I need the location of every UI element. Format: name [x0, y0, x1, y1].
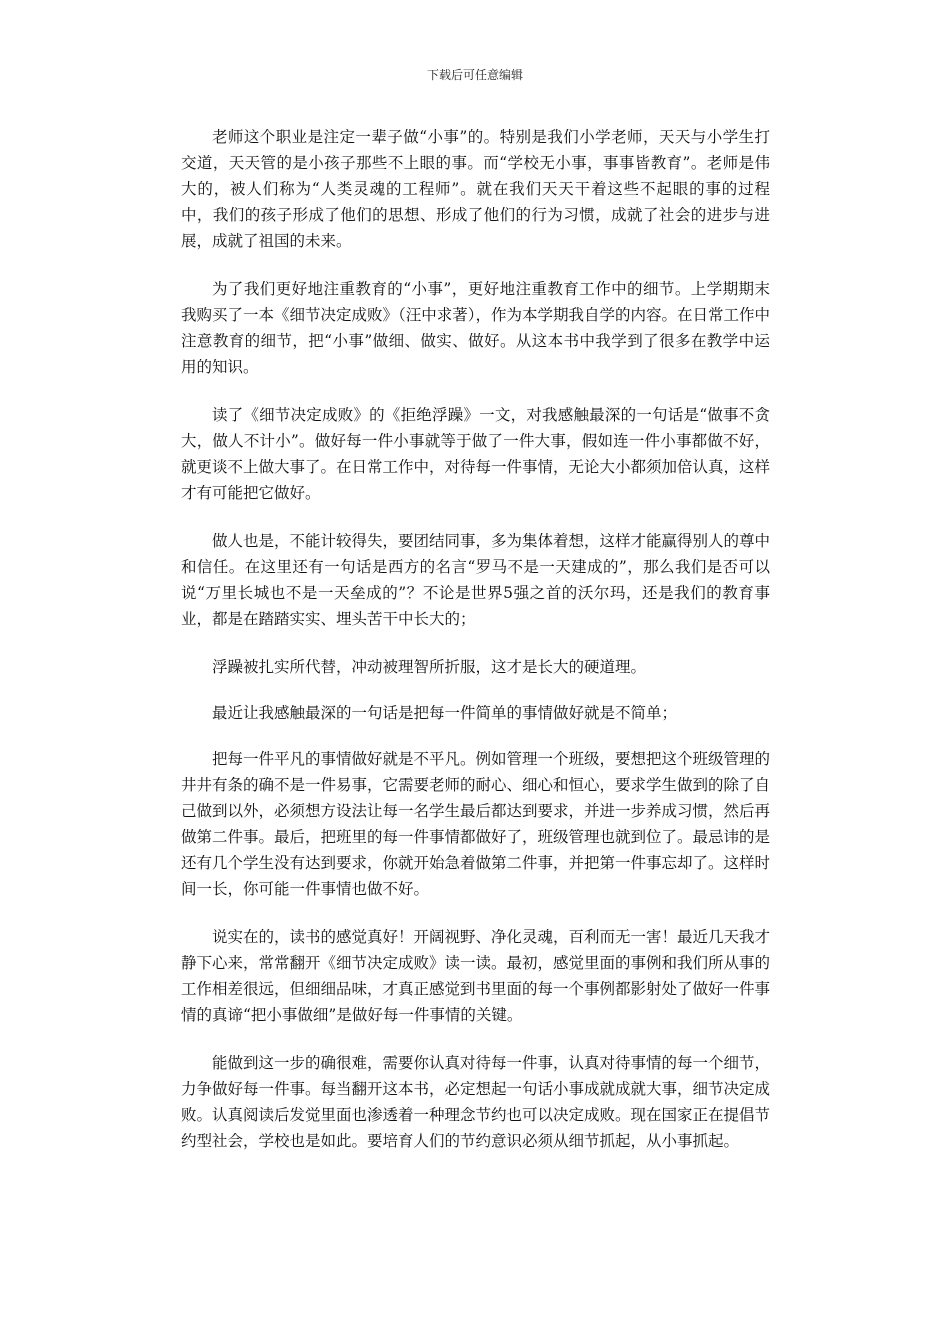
- paragraph-5: 浮躁被扎实所代替，冲动被理智所折服，这才是长大的硬道理。: [212, 658, 647, 676]
- paragraph-4: 做人也是，不能计较得失，要团结同事，多为集体着想，这样才能赢得别人的尊中和信任。在这里还有一句话是西方的名言“罗马不是一天建成的”，那么我们是否可以说“万里长城也不是一天垒成的”？不论是世界5强之首的沃尔玛，还是我们的教育事业，都是在踏踏实实、埋头苦干中长大的；: [181, 532, 771, 628]
- paragraph-8: 说实在的，读书的感觉真好！开阔视野、净化灵魂，百利而无一害！最近几天我才静下心来，常常翻开《细节决定成败》读一读。最初，感觉里面的事例和我们所从事的工作相差很远，但细细品味，才真正感觉到书里面的每一个事例都影射处了做好一件事情的真谛“把小事做细”是做好每一件事情的关键。: [181, 928, 771, 1024]
- paragraph-3: 读了《细节决定成败》的《拒绝浮躁》一文，对我感触最深的一句话是“做事不贪大，做人不计小”。做好每一件小事就等于做了一件大事，假如连一件小事都做不好，就更谈不上做大事了。在日常工作中，对待每一件事情，无论大小都须加倍认真，这样才有可能把它做好。: [181, 406, 771, 502]
- paragraph-6: 最近让我感触最深的一句话是把每一件简单的事情做好就是不简单；: [212, 704, 678, 722]
- page-header: 下载后可任意编辑: [426, 68, 523, 82]
- paragraph-1: 老师这个职业是注定一辈子做“小事”的。特别是我们小学老师，天天与小学生打交道，天天管的是小孩子那些不上眼的事。而“学校无小事，事事皆教育”。老师是伟大的，被人们称为“人类灵魂的工程师”。就在我们天天干着这些不起眼的事的过程中，我们的孩子形成了他们的思想、形成了他们的行为习惯，成就了社会的进步与进展，成就了祖国的未来。: [181, 128, 770, 250]
- document-body: [181, 124, 770, 1154]
- paragraph-9: 能做到这一步的确很难，需要你认真对待每一件事，认真对待事情的每一个细节，力争做好每一件事。每当翻开这本书，必定想起一句话小事成就成就大事，细节决定成败。认真阅读后发觉里面也渗透着一种理念节约也可以决定成败。现在国家正在提倡节约型社会，学校也是如此。要培育人们的节约意识必须从细节抓起，从小事抓起。: [181, 1054, 771, 1150]
- paragraph-2: 为了我们更好地注重教育的“小事”，更好地注重教育工作中的细节。上学期期末我购买了一本《细节决定成败》（汪中求著），作为本学期我自学的内容。在日常工作中注意教育的细节，把“小事”做细、做实、做好。从这本书中我学到了很多在教学中运用的知识。: [181, 280, 771, 376]
- paragraph-7: 把每一件平凡的事情做好就是不平凡。例如管理一个班级，要想把这个班级管理的井井有条的确不是一件易事，它需要老师的耐心、细心和恒心，要求学生做到的除了自己做到以外，必须想方设法让每一名学生最后都达到要求，并进一步养成习惯，然后再做第二件事。最后，把班里的每一件事情都做好了，班级管理也就到位了。最忌讳的是还有几个学生没有达到要求，你就开始急着做第二件事，并把第一件事忘却了。这样时间一长，你可能一件事情也做不好。: [181, 750, 771, 898]
